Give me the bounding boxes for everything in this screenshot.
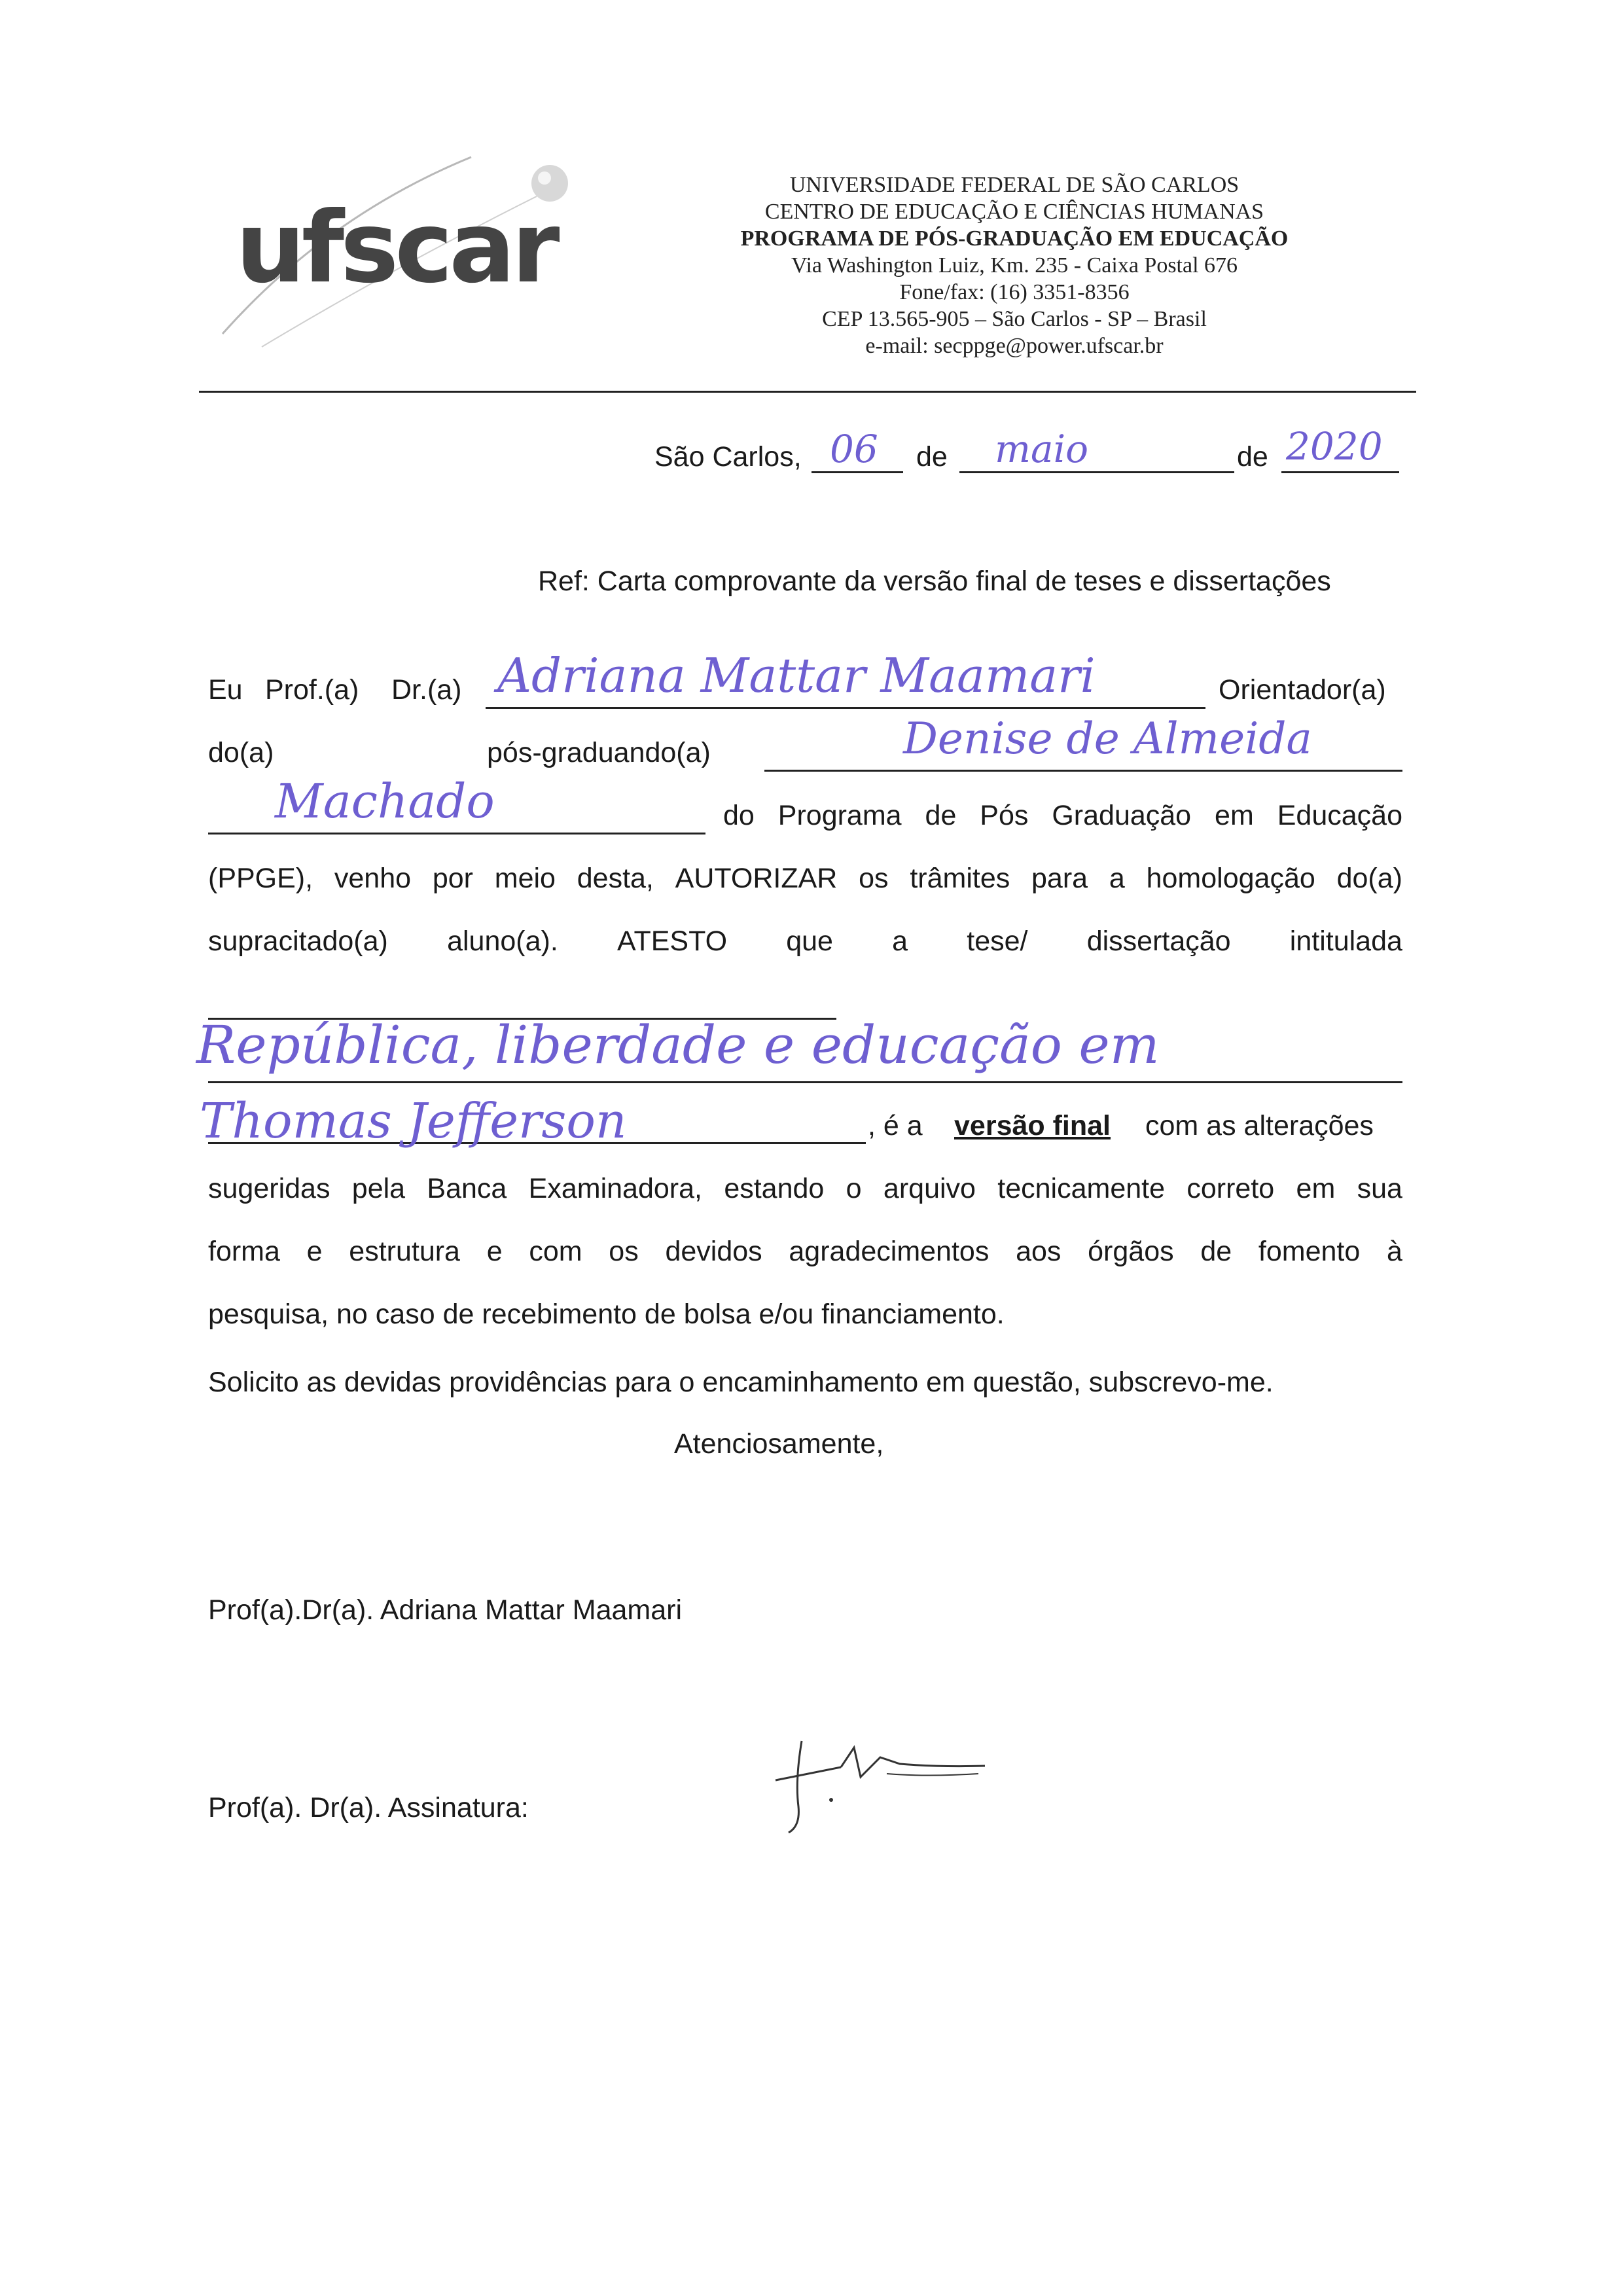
word: aluno(a). [447, 925, 558, 957]
text-dr: Dr.(a) [391, 674, 462, 706]
text-line10: pesquisa, no caso de recebimento de bolsa e/ou financiamento. [208, 1299, 1005, 1330]
word: arquivo [883, 1173, 976, 1204]
word: a [1109, 863, 1125, 894]
title-handwritten-2: Thomas Jefferson [200, 1093, 627, 1149]
word: sua [1357, 1173, 1402, 1204]
date-month: maio [995, 427, 1089, 471]
university-name: UNIVERSIDADE FEDERAL DE SÃO CARLOS [789, 173, 1240, 197]
date-de-2: de [1237, 441, 1268, 473]
text-line5 [208, 924, 1402, 958]
text-posgraduando: pós-graduando(a) [487, 737, 711, 768]
text-prof: Prof.(a) [265, 674, 359, 706]
text-orientador: Orientador(a) [1219, 674, 1386, 706]
word: que [786, 925, 833, 957]
text-doa: do(a) [208, 737, 274, 768]
cep: CEP 13.565-905 – São Carlos - SP – Brasil [822, 307, 1207, 331]
date-day: 06 [830, 427, 878, 471]
text-line11: Solicito as devidas providências para o encaminhamento em questão, subscrevo-me. [208, 1367, 1274, 1398]
word: e [306, 1236, 323, 1267]
word: Examinadora, [528, 1173, 702, 1204]
word: dissertação [1086, 925, 1231, 957]
word: do(a) [1336, 863, 1402, 894]
student-blank-2 [208, 833, 705, 834]
word: os [859, 863, 889, 894]
title-handwritten-1: República, liberdade e educação em [196, 1014, 1160, 1075]
ufscar-logo [196, 137, 615, 353]
program-name: PROGRAMA DE PÓS-GRADUAÇÃO EM EDUCAÇÃO [740, 226, 1289, 251]
student-handwritten-2: Machado [275, 774, 495, 829]
word: estando [724, 1173, 825, 1204]
word: AUTORIZAR [675, 863, 838, 894]
logo-text: ufscar [236, 191, 556, 305]
date-de-1: de [916, 441, 948, 473]
word: devidos [665, 1236, 762, 1267]
word: de [1200, 1236, 1232, 1267]
signature-label: Prof(a). Dr(a). Assinatura: [208, 1792, 529, 1823]
word: trâmites [910, 863, 1010, 894]
word: tese/ [967, 925, 1028, 957]
word: meio [494, 863, 556, 894]
text-e-a: , é a [868, 1110, 923, 1141]
header-divider [199, 391, 1416, 393]
student-blank-1 [764, 770, 1402, 772]
email: e-mail: secppge@power.ufscar.br [865, 334, 1164, 358]
word: por [432, 863, 473, 894]
word: homologação [1146, 863, 1315, 894]
word: agradecimentos [789, 1236, 990, 1267]
word: sugeridas [208, 1173, 330, 1204]
word: ATESTO [616, 925, 728, 957]
word: com [529, 1236, 582, 1267]
word: para [1031, 863, 1088, 894]
institution-header [641, 171, 1387, 359]
date-year: 2020 [1286, 424, 1383, 469]
reference-line: Ref: Carta comprovante da versão final de teses e dissertações [538, 565, 1331, 597]
date-city: São Carlos, [654, 441, 802, 473]
closing: Atenciosamente, [674, 1428, 884, 1460]
word: correto [1186, 1173, 1275, 1204]
title-blank-2 [208, 1081, 1402, 1083]
word: em [1296, 1173, 1336, 1204]
text-line8 [208, 1172, 1402, 1206]
word: pela [351, 1173, 406, 1204]
word: órgãos [1088, 1236, 1174, 1267]
word: forma [208, 1236, 280, 1267]
text-line3 [723, 798, 1402, 833]
word: venho [334, 863, 412, 894]
word: tecnicamente [997, 1173, 1166, 1204]
word: fomento [1258, 1236, 1361, 1267]
handwritten-signature [769, 1728, 998, 1839]
word: estrutura [349, 1236, 460, 1267]
month-blank [959, 471, 1234, 473]
word: (PPGE), [208, 863, 313, 894]
word: e [486, 1236, 503, 1267]
address: Via Washington Luiz, Km. 235 - Caixa Postal 676 [791, 253, 1238, 278]
word: a [892, 925, 908, 957]
word: supracitado(a) [208, 925, 388, 957]
text-eu: Eu [208, 674, 243, 706]
word: intitulada [1289, 925, 1402, 957]
text-com-alteracoes: com as alterações [1145, 1110, 1374, 1141]
text-line9 [208, 1234, 1402, 1268]
text-versao-final: versão final [954, 1110, 1111, 1141]
day-blank [812, 471, 903, 473]
phone: Fone/fax: (16) 3351-8356 [899, 280, 1130, 304]
year-blank [1281, 471, 1399, 473]
line3-text: do Programa de Pós Graduação em Educação [723, 800, 1402, 831]
word: desta, [577, 863, 654, 894]
word: o [846, 1173, 862, 1204]
advisor-blank [486, 707, 1205, 709]
word: Banca [427, 1173, 507, 1204]
word: à [1386, 1236, 1402, 1267]
word: aos [1016, 1236, 1061, 1267]
center-name: CENTRO DE EDUCAÇÃO E CIÊNCIAS HUMANAS [764, 200, 1264, 224]
text-line4 [208, 861, 1402, 895]
signer-name: Prof(a).Dr(a). Adriana Mattar Maamari [208, 1594, 683, 1626]
student-handwritten-1: Denise de Almeida [903, 713, 1312, 764]
word: os [609, 1236, 639, 1267]
advisor-handwritten: Adriana Mattar Maamari [497, 648, 1096, 703]
